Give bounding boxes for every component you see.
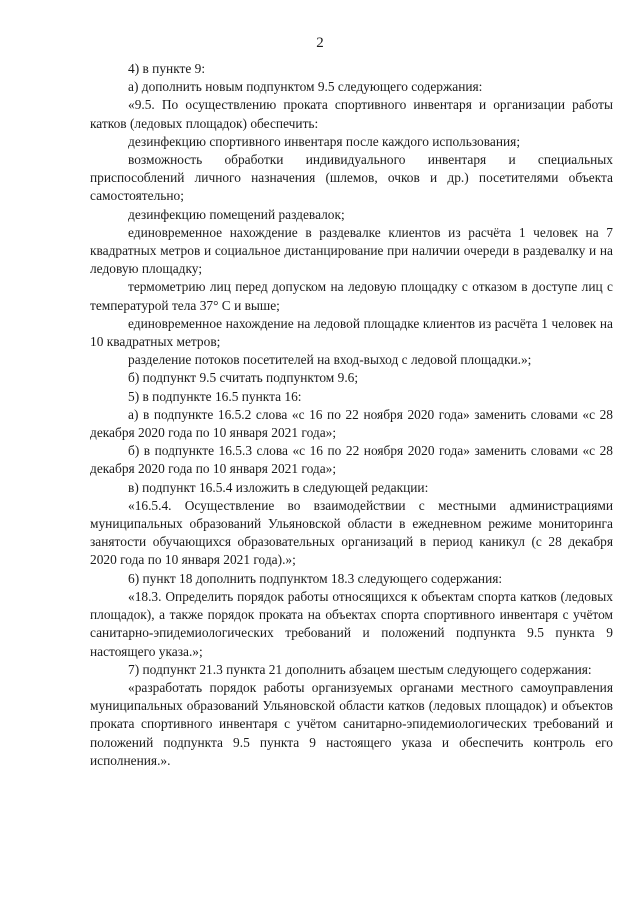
paragraph: термометрию лиц перед допуском на ледовую площадку с отказом в доступе лиц с температурой тела 37° С и выше;: [90, 279, 613, 313]
paragraph: «16.5.4. Осуществление во взаимодействии с местными администрациями муниципальных образований Ульяновской области в ежедневном режиме мониторинга занятости обучающихся образовательных организаций в период каникул (с 28 декабря 2020 года по 10 января 2021 года).»;: [90, 497, 613, 568]
paragraph: 4) в пункте 9:: [128, 61, 206, 76]
paragraph: единовременное нахождение на ледовой площадке клиентов из расчёта 1 человек на 10 квадратных метров;: [90, 315, 613, 350]
paragraph: а) в подпункте 16.5.2 слова «с 16 по 22 ноября 2020 года» заменить словами «с 28 декабря 2020 года по 10 января 2021 года»;: [90, 406, 613, 441]
paragraph: б) в подпункте 16.5.3 слова «с 16 по 22 ноября 2020 года» заменить словами «с 28 декабря 2020 года по 10 января 2021 года»;: [90, 443, 613, 477]
paragraph: 7) подпункт 21.3 пункта 21 дополнить абзацем шестым следующего содержания:: [128, 661, 592, 677]
paragraph: дезинфекцию помещений раздевалок;: [128, 206, 345, 222]
paragraph: возможность обработки индивидуального инвентаря и специальных приспособлений личного назначения (шлемов, очков и др.) посетителями объекта самостоятельно;: [90, 152, 613, 204]
paragraph: 6) пункт 18 дополнить подпунктом 18.3 следующего содержания:: [128, 570, 503, 586]
document-body: [90, 60, 613, 770]
paragraph: а) дополнить новым подпунктом 9.5 следующего содержания:: [128, 79, 483, 95]
paragraph: 5) в подпункте 16.5 пункта 16:: [128, 388, 302, 404]
paragraph: «разработать порядок работы организуемых органами местного самоуправления муниципальных образований Ульяновской области катков (ледовых площадок) и объектов проката спортивного инвентаря с учётом санитарно-эпидемиологических требований и положений подпункта 9.5 пункта 9 настоящего указа и обеспечить контроль его исполнения.».: [90, 679, 613, 768]
paragraph: «18.3. Определить порядок работы относящихся к объектам спорта катков (ледовых площадок), а также порядок проката на объектах спорта спортивного инвентаря с учётом санитарно-эпидемиологических требований и положений подпункта 9.5 пункта 9 настоящего указа.»;: [90, 588, 613, 659]
page-number: 2: [316, 35, 324, 51]
paragraph: разделение потоков посетителей на вход-выход с ледовой площадки.»;: [128, 352, 532, 368]
paragraph: б) подпункт 9.5 считать подпунктом 9.6;: [128, 370, 359, 386]
paragraph: единовременное нахождение в раздевалке клиентов из расчёта 1 человек на 7 квадратных метров и социальное дистанцирование при наличии очереди в раздевалку и на ледовую площадку;: [90, 224, 613, 277]
paragraph: дезинфекцию спортивного инвентаря после каждого использования;: [128, 133, 521, 149]
paragraph: в) подпункт 16.5.4 изложить в следующей редакции:: [128, 479, 429, 495]
paragraph: «9.5. По осуществлению проката спортивного инвентаря и организации работы катков (ледовых площадок) обеспечить:: [90, 97, 613, 131]
